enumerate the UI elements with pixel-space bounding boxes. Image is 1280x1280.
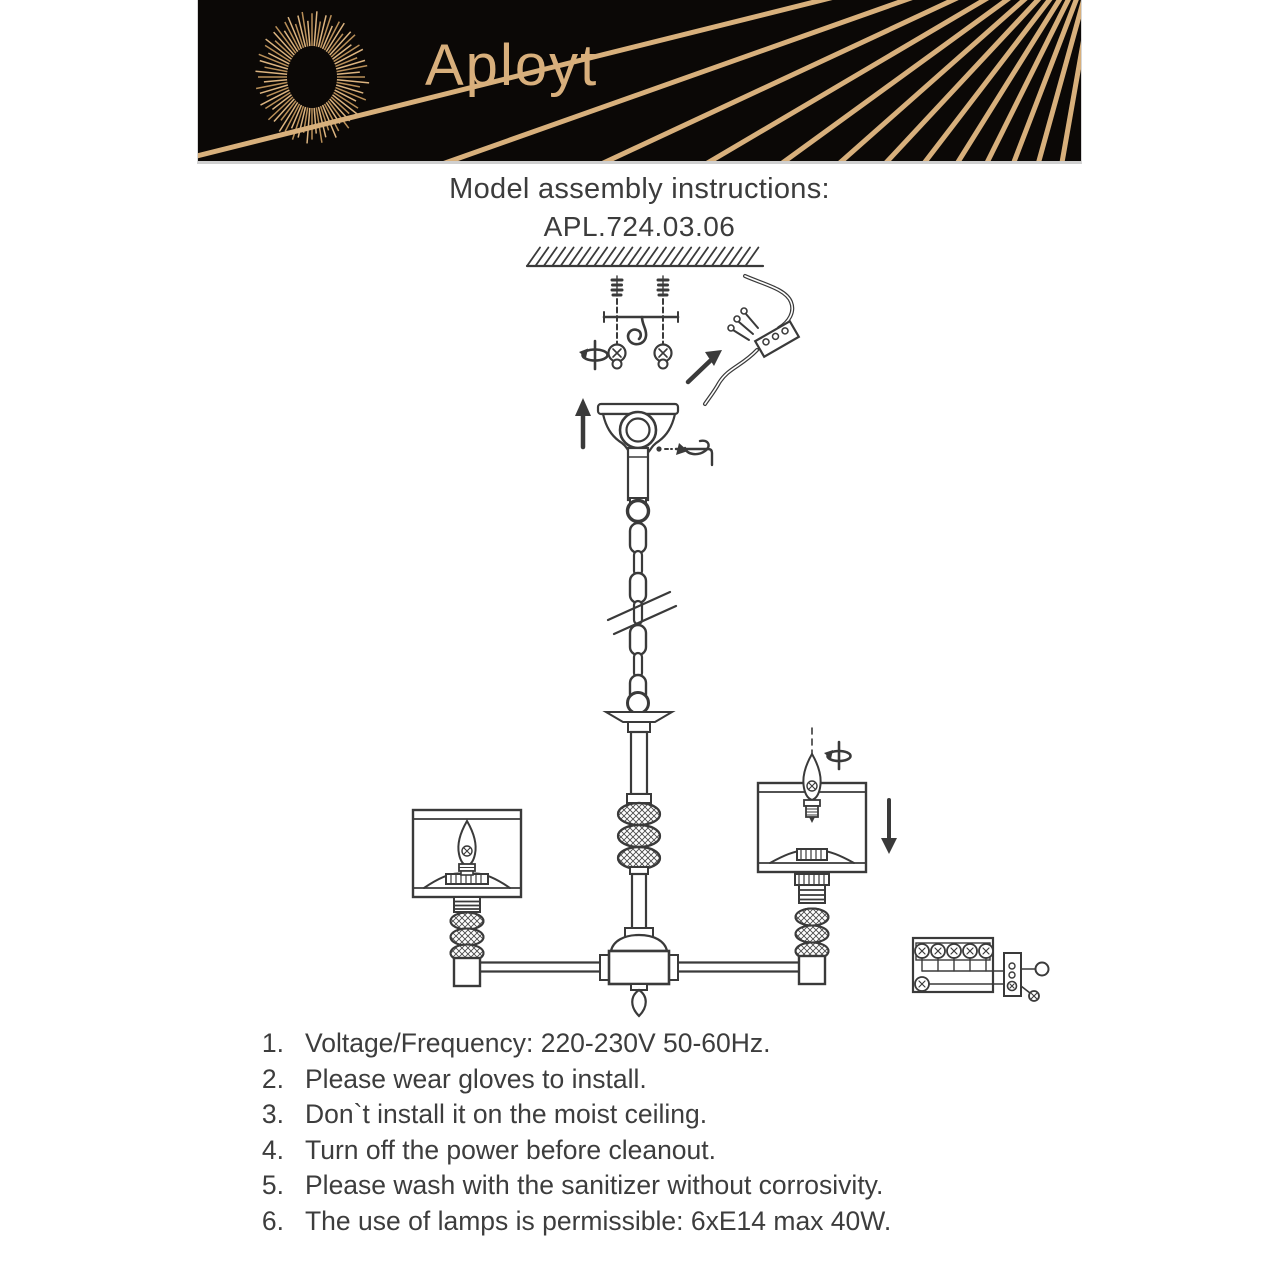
- terminal-screws: [915, 944, 993, 958]
- install-arrow-icon: [688, 350, 722, 382]
- wall-anchor-screws: [609, 276, 672, 369]
- candle-bulb-right: [803, 754, 820, 823]
- item-text: The use of lamps is permissible: 6xE14 max 40W.: [305, 1205, 892, 1236]
- lamp-socket-left: [454, 897, 480, 912]
- canopy: [598, 404, 678, 504]
- decorative-beads-center: [618, 803, 660, 869]
- item-number: 5.: [261, 1170, 284, 1201]
- instruction-item: [248, 1097, 891, 1133]
- mounting-bracket-hook-icon: [604, 312, 678, 344]
- item-number: 4.: [261, 1134, 284, 1165]
- item-text: Don`t install it on the moist ceiling.: [305, 1099, 708, 1130]
- brand-logo-text: Aployt: [425, 33, 599, 98]
- rotation-symbol-icon: [824, 742, 851, 769]
- item-text: Voltage/Frequency: 220-230V 50-60Hz.: [305, 1028, 771, 1058]
- decorative-beads-right: [796, 909, 829, 960]
- item-number: 1.: [261, 1028, 284, 1058]
- instruction-item: [248, 1204, 891, 1240]
- wiring-diagram: [913, 938, 1049, 1001]
- rotation-symbol-icon: [579, 341, 608, 369]
- right-lamp: [758, 728, 897, 984]
- right-arm: [676, 963, 801, 972]
- item-text: Turn off the power before cleanout.: [305, 1134, 717, 1165]
- wire-terminal-connector: [728, 308, 799, 357]
- item-number: 3.: [261, 1099, 284, 1130]
- model-number: APL.724.03.06: [543, 211, 736, 242]
- left-arm: [478, 963, 602, 972]
- arm-elbow-left: [454, 958, 480, 986]
- instruction-item: [248, 1133, 891, 1169]
- hub-finial: [631, 984, 647, 1016]
- item-text: Please wear gloves to install.: [305, 1063, 647, 1094]
- instruction-item: [248, 1026, 891, 1062]
- left-lamp: [413, 810, 521, 986]
- item-number: 6.: [261, 1205, 284, 1236]
- item-number: 2.: [261, 1063, 284, 1094]
- down-arrow-icon: [881, 800, 897, 854]
- instruction-item: [248, 1062, 891, 1098]
- page-title: Model assembly instructions:: [449, 173, 830, 205]
- instruction-list: [248, 1026, 891, 1240]
- hanging-chain: [608, 501, 676, 714]
- arm-elbow-right: [799, 956, 825, 984]
- up-arrow-icon: [575, 398, 591, 447]
- instruction-item: [248, 1168, 891, 1204]
- ceiling-hatch: [527, 248, 763, 267]
- center-column: [606, 712, 672, 951]
- item-text: Please wash with the sanitizer without corrosivity.: [305, 1170, 884, 1201]
- decorative-beads-left: [451, 913, 484, 962]
- lamp-socket-right: [795, 874, 829, 903]
- tighten-rotation-arrow-icon: [656, 441, 712, 465]
- central-hub: [600, 951, 678, 1016]
